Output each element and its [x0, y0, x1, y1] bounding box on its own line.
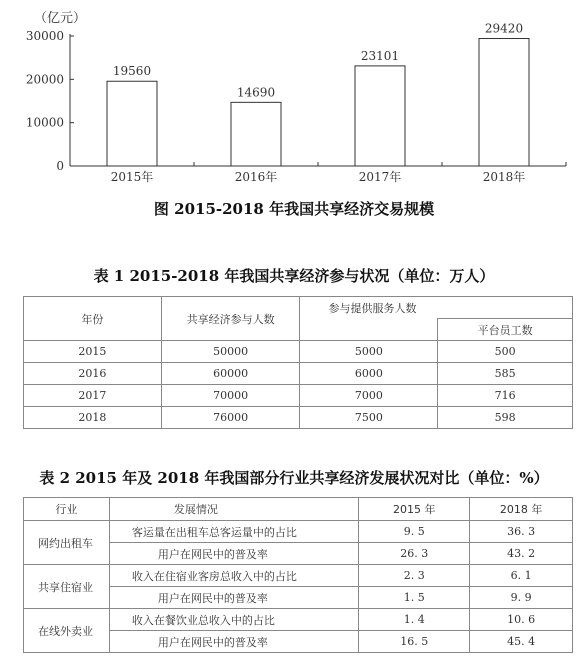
y-tick-label: 10000	[25, 115, 64, 130]
table1-cell: 2018	[24, 407, 162, 429]
y-axis-unit-label: （亿元）	[34, 11, 87, 26]
table1-cell: 500	[438, 341, 573, 363]
table2-cell: 用户在网民中的普及率	[109, 631, 359, 653]
table2-cell: 26. 3	[359, 543, 470, 565]
table1-cell: 70000	[161, 385, 300, 407]
table2-cell: 1. 5	[359, 587, 470, 609]
bar-chart	[0, 0, 588, 195]
table1-cell: 716	[438, 385, 573, 407]
table2-cell: 10. 6	[470, 609, 573, 631]
table2-header-2018: 2018 年	[470, 498, 573, 521]
bar-value-label: 14690	[236, 85, 276, 100]
table2-cell: 收入在住宿业客房总收入中的占比	[109, 565, 359, 587]
table-row	[24, 407, 573, 429]
table1-header-year: 年份	[24, 297, 162, 341]
table2-header-2015: 2015 年	[359, 498, 470, 521]
table2-cell: 2. 3	[359, 565, 470, 587]
table-row	[24, 565, 573, 587]
table2-industry-takeout: 在线外卖业	[24, 609, 110, 653]
bar-value-label: 19560	[112, 64, 152, 79]
y-tick-label: 0	[56, 159, 64, 173]
table1-header-blank	[300, 319, 438, 341]
table-row	[24, 385, 573, 407]
table1-header-participants: 共享经济参与人数	[161, 297, 300, 341]
table1-cell: 2017	[24, 385, 162, 407]
bar-2018年	[479, 39, 529, 166]
bar-2015年	[107, 81, 157, 166]
table2-cell: 9. 9	[470, 587, 573, 609]
y-tick-label: 20000	[25, 72, 64, 87]
bar-value-label: 23101	[360, 48, 400, 63]
table1-cell: 7000	[300, 385, 438, 407]
x-tick-label: 2018年	[482, 170, 526, 184]
table1-header-providers: 参与提供服务人数	[300, 297, 573, 319]
table1-header-platform-staff: 平台员工数	[438, 319, 573, 341]
table1	[23, 296, 573, 429]
table2-cell: 收入在餐饮业总收入中的占比	[109, 609, 359, 631]
table2-cell: 用户在网民中的普及率	[109, 543, 359, 565]
table1-cell: 598	[438, 407, 573, 429]
table-row	[24, 521, 573, 543]
table1-cell: 2015	[24, 341, 162, 363]
table2-cell: 16. 5	[359, 631, 470, 653]
table1-cell: 6000	[300, 363, 438, 385]
table1-cell: 5000	[300, 341, 438, 363]
table2-title: 表 2 2015 年及 2018 年我国部分行业共享经济发展状况对比（单位：%）	[39, 469, 549, 487]
table2-industry-lodging: 共享住宿业	[24, 565, 110, 609]
y-axis-ticks	[26, 29, 74, 173]
table2-cell: 客运量在出租车总客运量中的占比	[109, 521, 359, 543]
table1-cell: 2016	[24, 363, 162, 385]
x-tick-label: 2017年	[358, 170, 402, 184]
table2-header-industry: 行业	[24, 498, 110, 521]
table1-cell: 7500	[300, 407, 438, 429]
table1-cell: 60000	[161, 363, 300, 385]
bars-group	[107, 22, 529, 166]
table2-cell: 36. 3	[470, 521, 573, 543]
table1-cell: 585	[438, 363, 573, 385]
x-tick-label: 2016年	[234, 170, 278, 184]
chart-title: 图 2015-2018 年我国共享经济交易规模	[153, 200, 435, 218]
bar-2016年	[231, 102, 281, 166]
table2-cell: 45. 4	[470, 631, 573, 653]
table2-cell: 用户在网民中的普及率	[109, 587, 359, 609]
table1-cell: 76000	[161, 407, 300, 429]
bar-value-label: 29420	[484, 21, 524, 36]
table2-cell: 1. 4	[359, 609, 470, 631]
table2-header-indicator: 发展情况	[109, 498, 359, 521]
y-tick-label: 30000	[25, 29, 64, 43]
table2-cell: 6. 1	[470, 565, 573, 587]
x-tick-label: 2015年	[110, 170, 154, 184]
table1-title: 表 1 2015-2018 年我国共享经济参与状况（单位：万人）	[93, 267, 495, 285]
bar-2017年	[355, 66, 405, 166]
table2-industry-taxi: 网约出租车	[24, 521, 110, 565]
table-row	[24, 341, 573, 363]
table2-cell: 43. 2	[470, 543, 573, 565]
table1-cell: 50000	[161, 341, 300, 363]
table2	[23, 497, 573, 653]
table-row	[24, 609, 573, 631]
table-row	[24, 363, 573, 385]
table2-cell: 9. 5	[359, 521, 470, 543]
